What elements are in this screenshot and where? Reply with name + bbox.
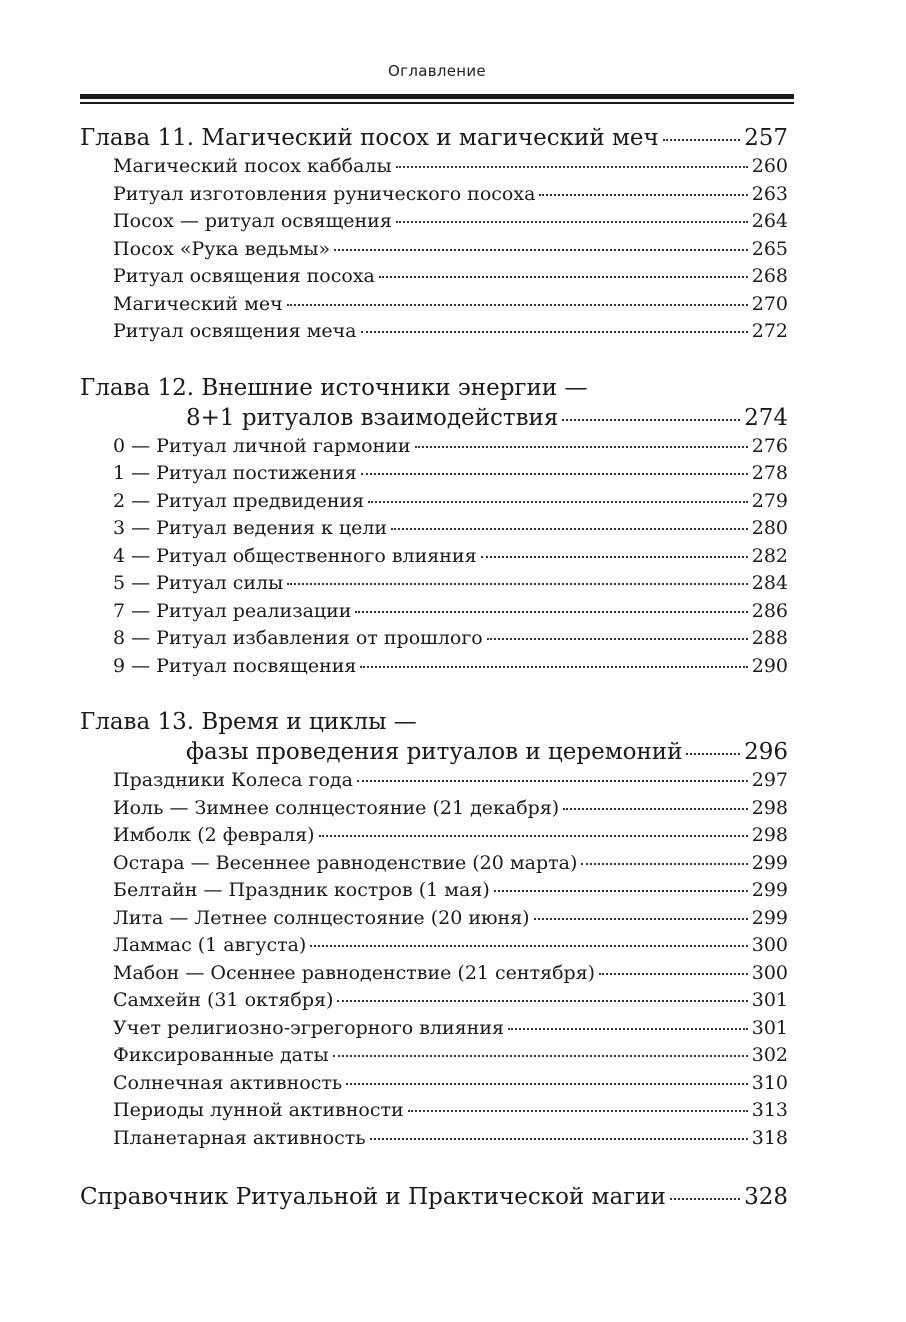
dot-leader xyxy=(599,973,748,975)
dot-leader xyxy=(562,419,740,421)
page-number: 270 xyxy=(751,292,788,315)
page-number: 299 xyxy=(751,851,788,874)
page-number: 328 xyxy=(744,1184,788,1210)
page-number: 310 xyxy=(751,1071,788,1094)
toc-item[interactable] xyxy=(80,515,788,543)
item-title: Белтайн — Праздник костров (1 мая) xyxy=(113,879,490,901)
dot-leader xyxy=(391,528,748,530)
table-of-contents xyxy=(80,123,788,1212)
item-title: Лита — Летнее солнцестояние (20 июня) xyxy=(113,906,530,929)
item-title: Ритуал освящения посоха xyxy=(113,265,375,287)
dot-leader xyxy=(539,194,747,196)
toc-item[interactable] xyxy=(80,1070,788,1098)
chapter-12-heading[interactable] xyxy=(80,373,788,403)
item-title: Фиксированные даты xyxy=(113,1044,329,1066)
section-spacer xyxy=(80,346,788,373)
toc-item[interactable] xyxy=(80,236,788,264)
toc-item[interactable] xyxy=(80,795,788,823)
dot-leader xyxy=(357,780,748,782)
chapter-12-entry[interactable] xyxy=(80,403,788,433)
toc-item[interactable] xyxy=(80,653,788,681)
dot-leader xyxy=(508,1028,748,1030)
item-title: Посох «Рука ведьмы» xyxy=(113,237,331,260)
toc-item[interactable] xyxy=(80,877,788,905)
item-title: 7 — Ритуал реализации xyxy=(113,599,352,622)
toc-item[interactable] xyxy=(80,208,788,236)
page-number: 300 xyxy=(751,934,788,956)
page-number: 299 xyxy=(751,906,788,929)
item-title: Мабон — Осеннее равноденствие (21 сентября) xyxy=(113,961,596,984)
item-title: 0 — Ритуал личной гармонии xyxy=(113,434,411,457)
toc-item[interactable] xyxy=(80,960,788,988)
item-title: Имболк (2 февраля) xyxy=(113,824,315,846)
appendix-entry[interactable] xyxy=(80,1182,788,1212)
dot-leader xyxy=(670,1198,740,1200)
toc-item[interactable] xyxy=(80,767,788,795)
toc-item[interactable] xyxy=(80,850,788,878)
item-title: Остара — Весеннее равноденствие (20 марта) xyxy=(113,851,578,874)
page-number: 260 xyxy=(751,155,788,177)
dot-leader xyxy=(379,276,748,278)
dot-leader xyxy=(319,835,748,837)
item-title: Самхейн (31 октября) xyxy=(113,989,334,1011)
dot-leader xyxy=(396,166,748,168)
toc-item[interactable] xyxy=(80,625,788,653)
chapter-11-entry[interactable] xyxy=(80,123,788,153)
dot-leader xyxy=(361,473,748,475)
toc-item[interactable] xyxy=(80,987,788,1015)
item-title: Периоды лунной активности xyxy=(113,1099,404,1121)
page-number: 290 xyxy=(751,654,788,677)
dot-leader xyxy=(487,638,748,640)
page-number: 263 xyxy=(751,182,788,205)
page-number: 299 xyxy=(751,879,788,901)
page-number: 265 xyxy=(751,237,788,260)
dot-leader xyxy=(370,1138,748,1140)
toc-item[interactable] xyxy=(80,318,788,346)
item-title: Праздники Колеса года xyxy=(113,769,353,791)
item-title: Ритуал освящения меча xyxy=(113,320,357,342)
dot-leader xyxy=(310,945,747,947)
chapter-title: Глава 13. Время и циклы — xyxy=(80,709,417,735)
toc-item[interactable] xyxy=(80,1015,788,1043)
dot-leader xyxy=(481,556,748,558)
page-number: 318 xyxy=(751,1126,788,1149)
item-title: Магический меч xyxy=(113,292,283,315)
appendix-title: Справочник Ритуальной и Практической магии xyxy=(80,1184,666,1210)
item-title: Учет религиозно-эгрегорного влияния xyxy=(113,1016,504,1039)
page-number: 288 xyxy=(751,627,788,649)
item-title: Солнечная активность xyxy=(113,1071,343,1094)
item-title: Магический посох каббалы xyxy=(113,155,392,177)
chapter-13-heading[interactable] xyxy=(80,707,788,737)
toc-item[interactable] xyxy=(80,291,788,319)
page-number: 298 xyxy=(751,824,788,846)
chapter-subtitle: 8+1 ритуалов взаимодействия xyxy=(186,404,559,431)
page-number: 313 xyxy=(751,1099,788,1121)
page-number: 276 xyxy=(751,434,788,457)
item-title: 3 — Ритуал ведения к цели xyxy=(113,517,388,539)
chapter-13-entry[interactable] xyxy=(80,737,788,767)
item-title: 8 — Ритуал избавления от прошлого xyxy=(113,627,483,649)
chapter-title: Глава 12. Внешние источники энергии — xyxy=(80,374,588,401)
section-spacer xyxy=(80,680,788,707)
toc-item[interactable] xyxy=(80,598,788,626)
page-number: 298 xyxy=(751,796,788,819)
dot-leader xyxy=(334,249,748,251)
dot-leader xyxy=(581,863,747,865)
page-number: 257 xyxy=(744,125,788,151)
dot-leader xyxy=(337,1000,747,1002)
page-number: 280 xyxy=(751,517,788,539)
page-number: 297 xyxy=(751,769,788,791)
toc-item[interactable] xyxy=(80,822,788,850)
dot-leader xyxy=(287,304,748,306)
page-number: 296 xyxy=(744,739,788,765)
item-title: 2 — Ритуал предвидения xyxy=(113,489,365,512)
page-number: 268 xyxy=(751,265,788,287)
toc-item[interactable] xyxy=(80,1125,788,1153)
item-title: 5 — Ритуал силы xyxy=(113,572,284,594)
toc-item[interactable] xyxy=(80,1097,788,1125)
dot-leader xyxy=(534,918,748,920)
dot-leader xyxy=(355,611,747,613)
item-title: Иоль — Зимнее солнцестояние (21 декабря) xyxy=(113,796,560,819)
chapter-title: Глава 11. Магический посох и магический меч xyxy=(80,125,659,151)
header-rule-thin xyxy=(80,102,794,104)
page-number: 301 xyxy=(751,1016,788,1039)
item-title: 4 — Ритуал общественного влияния xyxy=(113,544,477,567)
header-rule-thick xyxy=(80,94,794,99)
item-title: Посох — ритуал освящения xyxy=(113,210,392,232)
page-number: 274 xyxy=(744,404,788,431)
running-title: Оглавление xyxy=(388,62,486,80)
dot-leader xyxy=(415,446,748,448)
dot-leader xyxy=(663,139,740,141)
dot-leader xyxy=(360,666,747,668)
page-number: 279 xyxy=(751,489,788,512)
toc-item[interactable] xyxy=(80,905,788,933)
toc-item[interactable] xyxy=(80,433,788,461)
dot-leader xyxy=(368,501,748,503)
toc-item[interactable] xyxy=(80,263,788,291)
dot-leader xyxy=(408,1110,748,1112)
chapter-subtitle: фазы проведения ритуалов и церемоний xyxy=(186,739,683,765)
toc-item[interactable] xyxy=(80,181,788,209)
page-number: 264 xyxy=(751,210,788,232)
dot-leader xyxy=(287,583,747,585)
item-title: Ламмас (1 августа) xyxy=(113,934,307,956)
dot-leader xyxy=(494,890,748,892)
page-number: 272 xyxy=(751,320,788,342)
toc-item[interactable] xyxy=(80,1042,788,1070)
toc-item[interactable] xyxy=(80,570,788,598)
page-number: 286 xyxy=(751,599,788,622)
dot-leader xyxy=(333,1055,748,1057)
page-number: 301 xyxy=(751,989,788,1011)
page-number: 278 xyxy=(751,462,788,484)
dot-leader xyxy=(686,753,740,755)
toc-item[interactable] xyxy=(80,460,788,488)
page-number: 284 xyxy=(751,572,788,594)
dot-leader xyxy=(346,1083,748,1085)
toc-item[interactable] xyxy=(80,932,788,960)
section-spacer xyxy=(80,1152,788,1182)
item-title: Планетарная активность xyxy=(113,1126,366,1149)
toc-item[interactable] xyxy=(80,153,788,181)
toc-item[interactable] xyxy=(80,488,788,516)
dot-leader xyxy=(396,221,748,223)
toc-item[interactable] xyxy=(80,543,788,571)
item-title: 9 — Ритуал посвящения xyxy=(113,654,357,677)
item-title: Ритуал изготовления рунического посоха xyxy=(113,182,536,205)
dot-leader xyxy=(361,331,748,333)
item-title: 1 — Ритуал постижения xyxy=(113,462,357,484)
dot-leader xyxy=(563,808,748,810)
page-number: 302 xyxy=(751,1044,788,1066)
page-number: 282 xyxy=(751,544,788,567)
page-number: 300 xyxy=(751,961,788,984)
